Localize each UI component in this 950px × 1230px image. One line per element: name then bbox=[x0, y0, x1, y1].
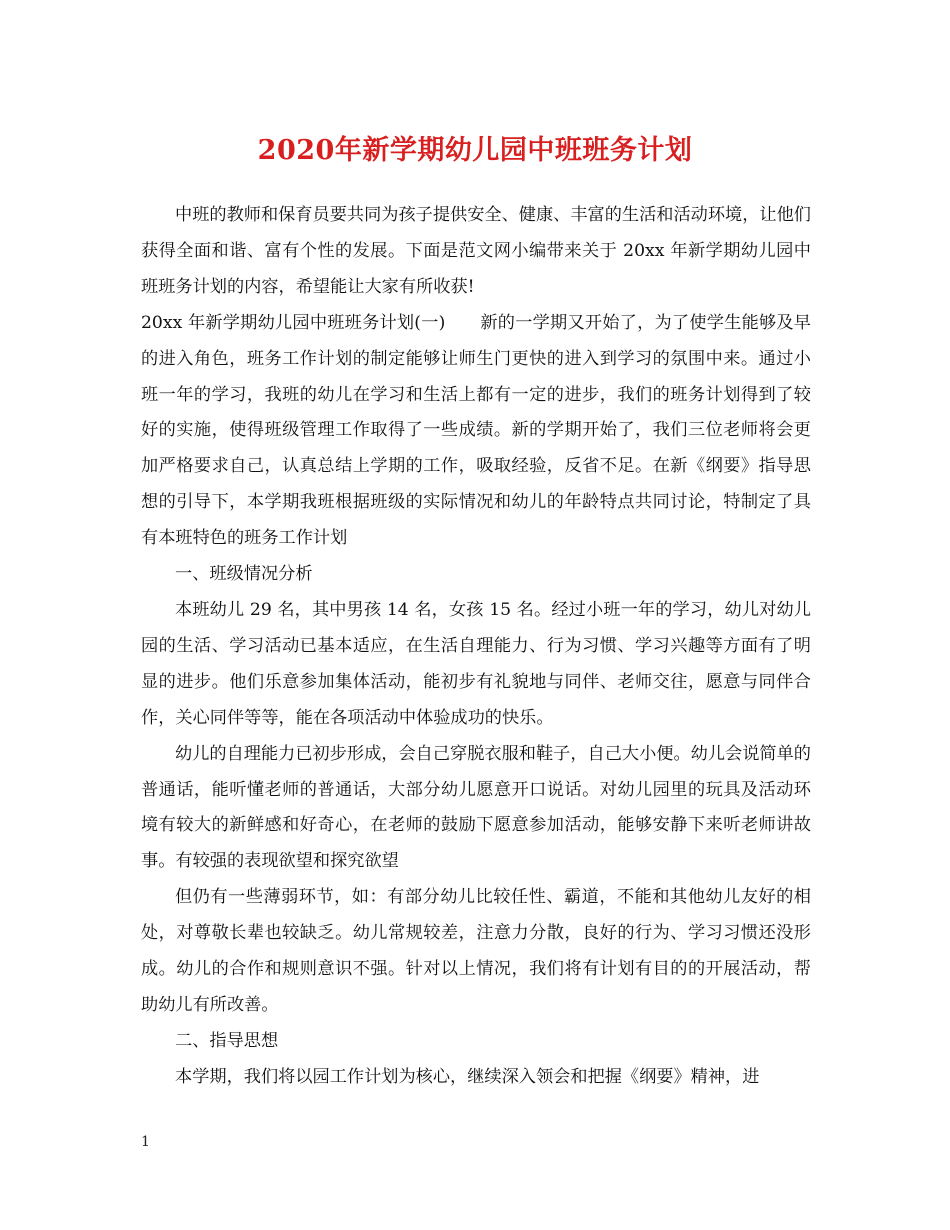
document-title: 2020年新学期幼儿园中班班务计划 bbox=[257, 135, 693, 166]
paragraph-intro: 中班的教师和保育员要共同为孩子提供安全、健康、丰富的生活和活动环境，让他们获得全面和谐、富有个性的发展。下面是范文网小编带来关于 20xx 年新学期幼儿园中班班务计划的内容，希望能让大家有所收获! bbox=[141, 205, 811, 297]
page-number: 1 bbox=[141, 1134, 150, 1150]
section-heading-class-analysis: 一、班级情况分析 bbox=[175, 564, 313, 585]
paragraph-guiding-thought: 本学期，我们将以园工作计划为核心，继续深入领会和把握《纲要》精神，进 bbox=[175, 1066, 760, 1087]
paragraph-class-stats: 本班幼儿 29 名，其中男孩 14 名，女孩 15 名。经过小班一年的学习，幼儿对幼儿园的生活、学习活动已基本适应，在生活自理能力、行为习惯、学习兴趣等方面有了明显的进步。他们乐意参加集体活动，能初步有礼貌地与同伴、老师交往，愿意与同伴合作，关心同伴等等，能在各项活动中体验成功的快乐。 bbox=[141, 599, 811, 728]
paragraph-weaknesses: 但仍有一些薄弱环节，如：有部分幼儿比较任性、霸道，不能和其他幼儿友好的相处，对尊敬长辈也较缺乏。幼儿常规较差，注意力分散，良好的行为、学习习惯还没形成。幼儿的合作和规则意识不强。针对以上情况，我们将有计划有目的的开展活动，帮助幼儿有所改善。 bbox=[141, 887, 811, 1015]
paragraph-self-care: 幼儿的自理能力已初步形成，会自己穿脱衣服和鞋子，自己大小便。幼儿会说简单的普通话，能听懂老师的普通话，大部分幼儿愿意开口说话。对幼儿园里的玩具及活动环境有较大的新鲜感和好奇心，在老师的鼓励下愿意参加活动，能够安静下来听老师讲故事。有较强的表现欲望和探究欲望 bbox=[141, 743, 811, 872]
section-heading-guiding-thought: 二、指导思想 bbox=[175, 1030, 279, 1051]
document-body bbox=[141, 198, 811, 1096]
paragraph-plan-one: 20xx 年新学期幼儿园中班班务计划(一) 新的一学期又开始了，为了使学生能够及早的进入角色，班务工作计划的制定能够让师生门更快的进入到学习的氛围中来。通过小班一年的学习，我班的幼儿在学习和生活上都有一定的进步，我们的班务计划得到了较好的实施，使得班级管理工作取得了一些成绩。新的学期开始了，我们三位老师将会更加严格要求自己，认真总结上学期的工作，吸取经验，反省不足。在新《纲要》指导思想的引导下，本学期我班根据班级的实际情况和幼儿的年龄特点共同讨论，特制定了具有本班特色的班务工作计划 bbox=[141, 312, 811, 549]
